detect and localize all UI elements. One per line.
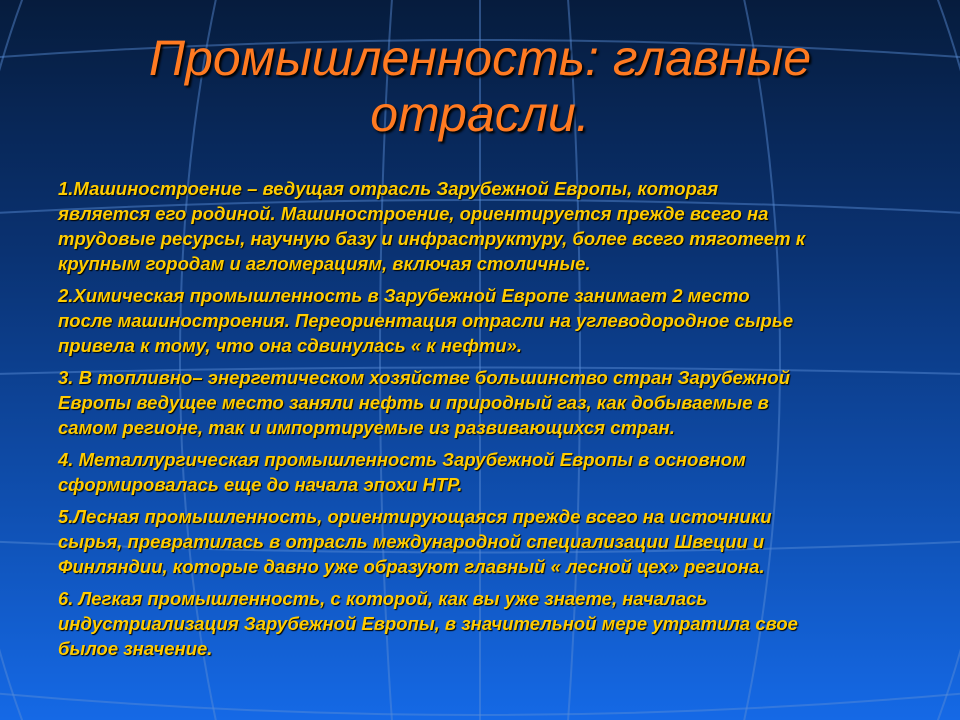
industry-paragraph-machine-building: 1.Машиностроение – ведущая отрасль Зарубежной Европы, которая является его родиной. Машиностроение, ориентируется прежде всего на трудовые ресурсы, научную базу и инфраструктуру, более всего тяготеет к крупным городам и агломерациям, включая столичные. — [58, 178, 806, 274]
industry-paragraph-forestry: 5.Лесная промышленность, ориентирующаяся прежде всего на источники сырья, превратилась в отрасль международной специализации Швеции и Финляндии, которые давно уже образуют главный « лесной цех» региона. — [58, 506, 772, 577]
industry-paragraph-chemical: 2.Химическая промышленность в Зарубежной Европе занимает 2 место после машиностроения. Переориентация отрасли на углеводородное сырье привела к тому, что она сдвинулась « к нефти». — [58, 285, 794, 356]
slide-title: Промышленность: главные отрасли. — [148, 30, 812, 142]
industry-paragraph-fuel-energy: 3. В топливно– энергетическом хозяйстве большинство стран Зарубежной Европы ведущее место заняли нефть и природный газ, как добываемые в самом регионе, так и импортируемые из развивающихся стран. — [58, 367, 791, 438]
industry-paragraph-light-industry: 6. Легкая промышленность, с которой, как вы уже знаете, началась индустриализация Зарубежной Европы, в значительной мере утратила свое былое значение. — [58, 588, 798, 659]
industry-list — [58, 176, 906, 668]
industry-paragraph-metallurgy: 4. Металлургическая промышленность Зарубежной Европы в основном сформировалась еще до начала эпохи НТР. — [58, 449, 746, 495]
